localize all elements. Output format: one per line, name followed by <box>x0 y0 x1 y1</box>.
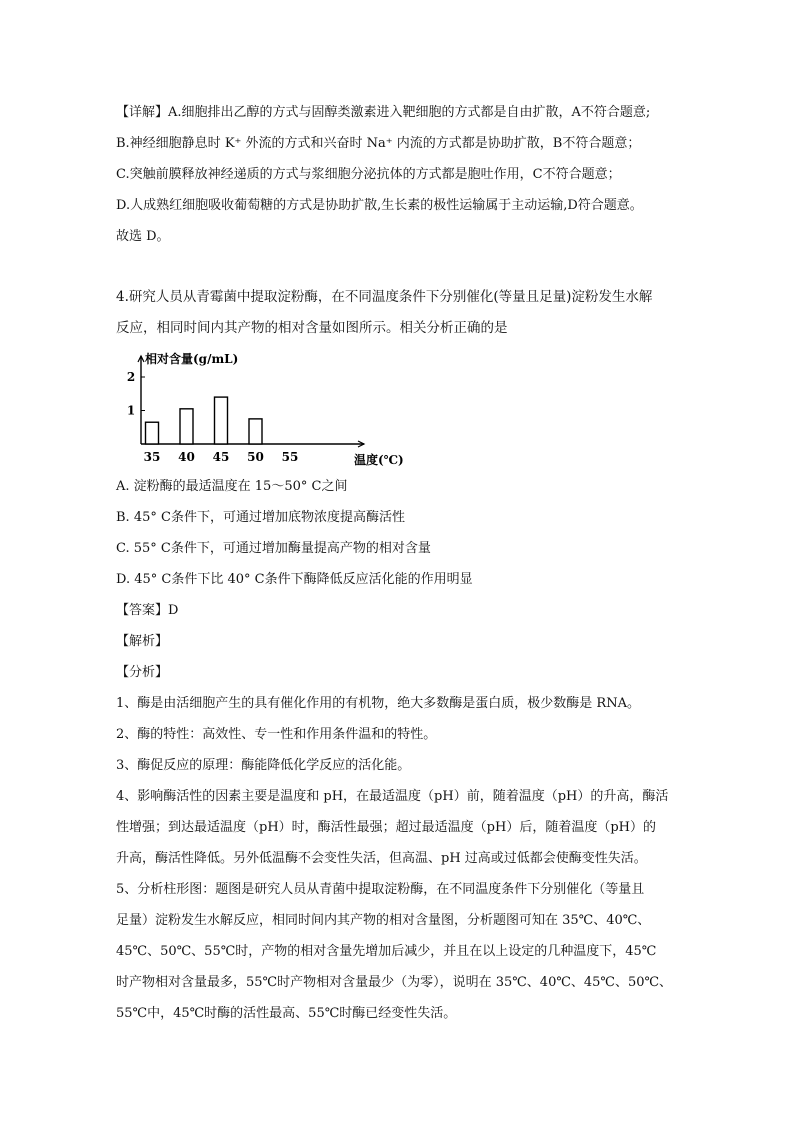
detail-line-c: C.突触前膜释放神经递质的方式与浆细胞分泌抗体的方式都是胞吐作用，C不符合题意； <box>116 167 621 182</box>
y-tick-label: 2 <box>126 370 136 384</box>
analysis-line-2: 2、酶的特性：高效性、专一性和作用条件温和的特性。 <box>116 727 437 742</box>
option-a: A. 淀粉酶的最适温度在 15～50° C之间 <box>116 479 348 494</box>
bar-40 <box>180 409 193 444</box>
detail-line-b: B.神经细胞静息时 K⁺ 外流的方式和兴奋时 Na⁺ 内流的方式都是协助扩散，B不符合题意； <box>116 136 641 151</box>
analysis-line-7: 5、分析柱形图：题图是研究人员从青菌中提取淀粉酶，在不同温度条件下分别催化（等量且 <box>116 882 645 897</box>
analysis-subheader: 【分析】 <box>116 665 169 680</box>
detail-line-d: D.人成熟红细胞吸收葡萄糖的方式是协助扩散,生长素的极性运输属于主动运输,D符合题意。 <box>116 198 643 213</box>
detail-line-a: 【详解】A.细胞排出乙醇的方式与固醇类激素进入靶细胞的方式都是自由扩散，A不符合题意; <box>116 105 651 120</box>
bar-50 <box>249 419 262 444</box>
x-tick-label-50: 50 <box>247 450 264 464</box>
detail-line-conclusion: 故选 D。 <box>116 229 170 244</box>
option-d: D. 45° C条件下比 40° C条件下酶降低反应活化能的作用明显 <box>116 572 473 587</box>
x-tick-label-40: 40 <box>178 450 195 464</box>
analysis-line-11: 55℃中，45℃时酶的活性最高、55℃时酶已经变性失活。 <box>116 1006 457 1021</box>
analysis-line-5: 性增强；到达最适温度（pH）时，酶活性最强；超过最适温度（pH）后，随着温度（pH）的 <box>116 820 656 835</box>
option-b: B. 45° C条件下，可通过增加底物浓度提高酶活性 <box>116 510 405 525</box>
question-stem-line-2: 反应，相同时间内其产物的相对含量如图所示。相关分析正确的是 <box>116 320 508 336</box>
analysis-line-8: 足量）淀粉发生水解反应，相同时间内其产物的相对含量图，分析题图可知在 35℃、40℃、 <box>116 913 651 928</box>
x-tick-label-35: 35 <box>143 450 161 464</box>
enzyme-temperature-bar-chart <box>116 348 416 468</box>
x-axis-label: 温度(℃) <box>354 453 404 467</box>
analysis-line-10: 时产物相对含量最多，55℃时产物相对含量最少（为零），说明在 35℃、40℃、45℃、50℃、 <box>116 975 673 990</box>
option-c: C. 55° C条件下，可通过增加酶量提高产物的相对含量 <box>116 541 431 556</box>
analysis-line-1: 1、酶是由活细胞产生的具有催化作用的有机物，绝大多数酶是蛋白质，极少数酶是 RNA。 <box>116 696 640 711</box>
analysis-header: 【解析】 <box>116 634 169 649</box>
y-axis-label: 相对含量(g/mL) <box>145 352 239 366</box>
analysis-line-4: 4、影响酶活性的因素主要是温度和 pH，在最适温度（pH）前，随着温度（pH）的升高，酶活 <box>116 789 669 804</box>
analysis-line-6: 升高，酶活性降低。另外低温酶不会变性失活，但高温、pH 过高或过低都会使酶变性失活。 <box>116 851 647 866</box>
x-tick-label-55: 55 <box>281 450 299 464</box>
y-tick-label: 1 <box>126 403 136 418</box>
question-stem-line-1: 4.研究人员从青霉菌中提取淀粉酶，在不同温度条件下分别催化(等量且足量)淀粉发生水解 <box>116 289 653 305</box>
analysis-line-9: 45℃、50℃、55℃时，产物的相对含量先增加后减少，并且在以上设定的几种温度下，45℃ <box>116 944 657 959</box>
x-tick-label-45: 45 <box>212 450 230 464</box>
analysis-line-3: 3、酶促反应的原理：酶能降低化学反应的活化能。 <box>116 758 411 773</box>
bar-35 <box>146 422 159 444</box>
answer-label: 【答案】D <box>116 603 179 618</box>
bar-45 <box>215 397 228 444</box>
